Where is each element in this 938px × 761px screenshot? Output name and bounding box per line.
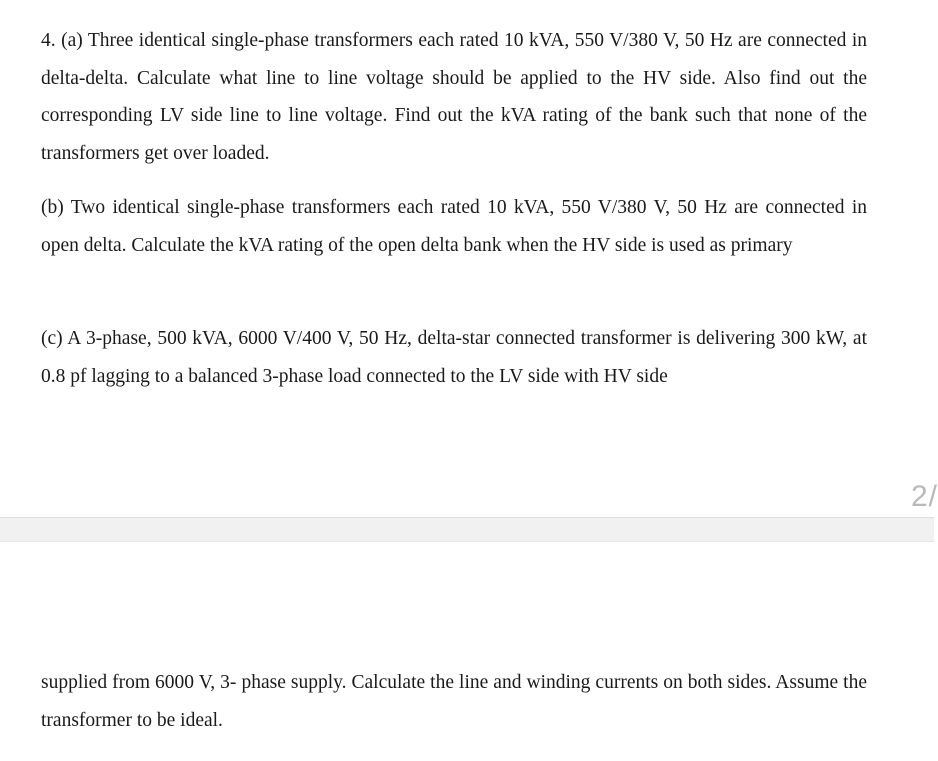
question-4a-text: 4. (a) Three identical single-phase transformers each rated 10 kVA, 550 V/380 V, 50 Hz are connected in delta-delta. Calculate what line to line voltage should be applied to the HV side. Also find out the corresponding LV side line to line voltage. Find out the kVA rating of the bank such that none of the transformers get over loaded. [41, 30, 867, 164]
question-4c-text-part1: (c) A 3-phase, 500 kVA, 6000 V/400 V, 50 Hz, delta-star connected transformer is delivering 300 kW, at 0.8 pf lagging to a balanced 3-phase load connected to the LV side with HV side [41, 328, 867, 387]
question-4b-text: (b) Two identical single-phase transformers each rated 10 kVA, 550 V/380 V, 50 Hz are connected in open delta. Calculate the kVA rating of the open delta bank when the HV side is used as primary [41, 197, 867, 256]
page-number-indicator: 2/ [910, 480, 938, 513]
page-break-separator [0, 517, 934, 542]
question-4c-text-part2: supplied from 6000 V, 3- phase supply. Calculate the line and winding currents on both sides. Assume the transformer to be ideal. [41, 672, 867, 731]
